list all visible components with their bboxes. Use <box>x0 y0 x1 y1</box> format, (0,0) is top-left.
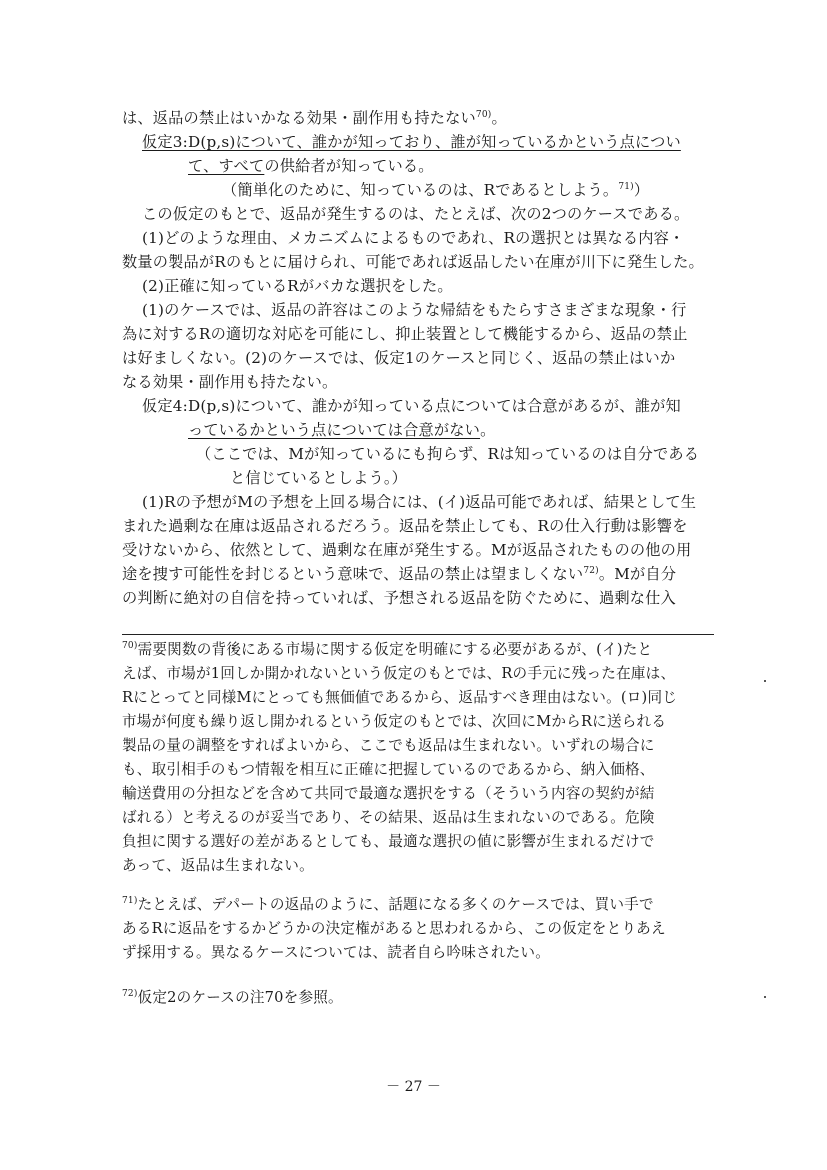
footnote-line <box>122 893 722 917</box>
footnote-marker: 71) <box>122 896 138 907</box>
footnote-divider <box>122 634 714 635</box>
footnote-line: 輸送費用の分担などを含めて共同で最適な選択をする（そういう内容の契約が結 <box>122 785 655 802</box>
footnote-line: 製品の量の調整をすればよいから、ここでも返品は生まれない。いずれの場合に <box>122 737 655 754</box>
body-line <box>188 418 722 442</box>
body-line: は好ましくない。(2)のケースでは、仮定1のケースと同じく、返品の禁止はいか <box>122 349 676 367</box>
footnote-line: あるRに返品をするかどうかの決定権があると思われるから、この仮定をとりあえ <box>122 920 666 937</box>
body-line: 数量の製品がRのもとに届けられ、可能であれば返品したい在庫が川下に発生した。 <box>122 253 704 271</box>
body-line: (1)のケースでは、返品の許容はこのような帰結をもたらすさまざまな現象・行 <box>142 301 687 319</box>
text: は、返品の禁止はいかなる効果・副作用も持たない <box>122 109 476 127</box>
footnote-line: 市場が何度も繰り返し開かれるという仮定のもとでは、次回にMからRに送られる <box>122 713 667 730</box>
text: ） <box>633 181 650 199</box>
footnote-72 <box>122 986 722 1010</box>
body-line: なる効果・副作用も持たない。 <box>122 373 338 391</box>
text: たとえば、デパートの返品のように、話題になる多くのケースでは、買い手で <box>137 896 654 913</box>
text: 。 <box>480 421 496 439</box>
body-line: 為に対するRの適切な対応を可能にし、抑止装置として機能するから、返品の禁止 <box>122 325 688 343</box>
body-line: (2)正確に知っているRがバカな選択をした。 <box>142 277 453 295</box>
footnote-ref-70[interactable]: 70) <box>475 109 492 120</box>
body-line <box>122 562 722 586</box>
footnote-71 <box>122 893 722 965</box>
body-line: (1)Rの予想がMの予想を上回る場合には、(イ)返品可能であれば、結果として生 <box>142 493 697 511</box>
footnote-line: ず採用する。異なるケースについては、読者自ら吟味されたい。 <box>122 944 550 961</box>
footnote-line: Rにとってと同様Mにとっても無価値であるから、返品すべき理由はない。(ロ)同じ <box>122 689 678 706</box>
footnote-line: 負担に関する選好の差があるとしても、最適な選択の値に影響が生まれるだけで <box>122 833 655 850</box>
body-line: この仮定のもとで、返品が発生するのは、たとえば、次の2つのケースである。 <box>142 205 690 223</box>
footnote-ref-72[interactable]: 72) <box>583 565 599 576</box>
scan-speck <box>764 996 766 998</box>
footnote-ref-71[interactable]: 71) <box>618 181 634 192</box>
body-line: 受けないから、依然として、過剰な在庫が発生する。Mが返品されたものの他の用 <box>122 541 692 559</box>
body-line <box>188 154 722 178</box>
text: 需要関数の背後にある市場に関する仮定を明確にする必要があるが、(イ)たと <box>137 641 653 658</box>
footnote-marker: 70) <box>122 641 138 652</box>
underlined-text: っているかという点については合意がない <box>188 421 481 439</box>
assumption-3-heading: 仮定3:D(p,s)について、誰かが知っており、誰が知っているかという点につい <box>142 133 681 151</box>
body-line <box>222 178 722 202</box>
text: （簡単化のために、知っているのは、Rであるとしよう。 <box>222 181 619 199</box>
body-line: まれた過剰な在庫は返品されるだろう。返品を禁止しても、Rの仕入行動は影響を <box>122 517 688 535</box>
text: 。 <box>491 109 507 127</box>
footnote-line: も、取引相手のもつ情報を相互に正確に把握しているのであるから、納入価格、 <box>122 761 655 778</box>
footnote-70 <box>122 638 722 878</box>
footnote-line: あって、返品は生まれない。 <box>122 857 314 874</box>
footnote-marker: 72) <box>122 989 138 1000</box>
footnote-line <box>122 638 722 662</box>
text: 仮定2のケースの注70を参照。 <box>137 989 343 1006</box>
body-line: (1)どのような理由、メカニズムによるものであれ、Rの選択とは異なる内容・ <box>142 229 685 247</box>
underlined-text: て、すべて <box>188 157 265 175</box>
scan-speck <box>764 680 766 682</box>
footnote-line <box>122 986 722 1010</box>
body-line: と信じているとしよう。） <box>230 469 408 487</box>
text: 途を捜す可能性を封じるという意味で、返品の禁止は望ましくない <box>122 565 584 583</box>
text: 。Mが自分 <box>598 565 677 583</box>
body-line: （ここでは、Mが知っているにも拘らず、Rは知っているのは自分である <box>196 445 700 463</box>
page-number: － 27 － <box>386 1079 441 1095</box>
body-line <box>122 106 722 130</box>
text: の供給者が知っている。 <box>264 157 434 175</box>
footnote-line: ばれる）と考えるのが妥当であり、その結果、返品は生まれないのである。危険 <box>122 809 655 826</box>
footnote-line: えば、市場が1回しか開かれないという仮定のもとでは、Rの手元に残った在庫は、 <box>122 665 676 682</box>
assumption-4-heading: 仮定4:D(p,s)について、誰かが知っている点については合意があるが、誰が知 <box>142 397 681 415</box>
body-line: の判断に絶対の自信を持っていれば、予想される返品を防ぐために、過剰な仕入 <box>122 589 676 607</box>
